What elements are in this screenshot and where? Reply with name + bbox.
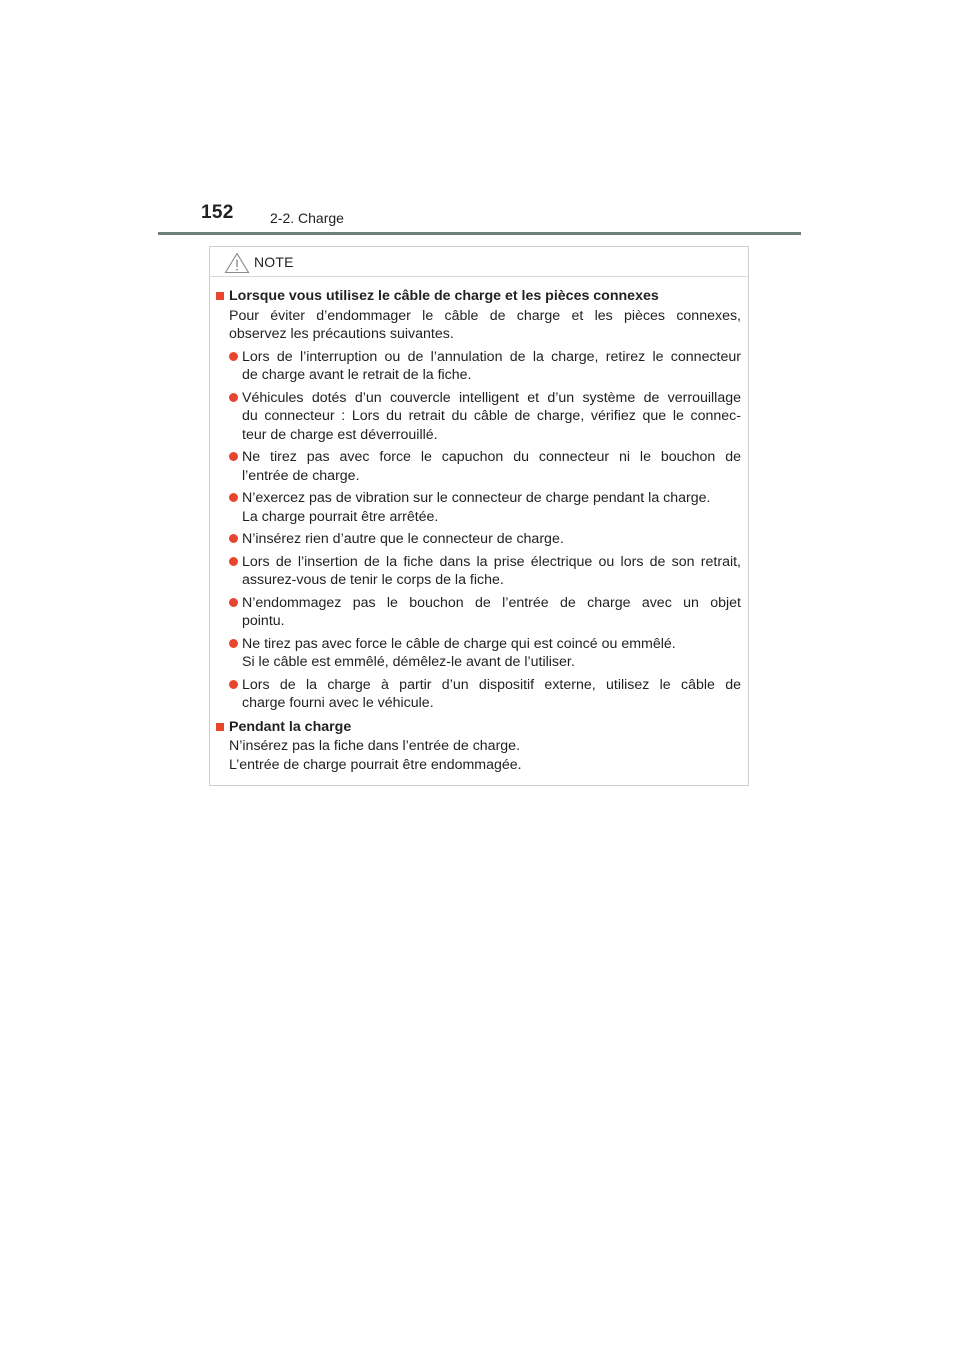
round-bullet-icon xyxy=(229,534,238,543)
page-header xyxy=(0,0,960,240)
text-line: Lors de l’interruption ou de l’annulation de la charge, retirez le connecteur xyxy=(242,348,741,365)
round-bullet-icon xyxy=(229,680,238,689)
text-line: de charge avant le retrait de la fiche. xyxy=(242,367,472,383)
text-line: N’insérez pas la fiche dans l’entrée de charge. xyxy=(229,738,521,754)
square-bullet-icon xyxy=(216,723,224,731)
round-bullet-icon xyxy=(229,639,238,648)
warning-triangle-icon xyxy=(224,252,250,274)
round-bullet-icon xyxy=(229,393,238,402)
text-line: N’exercez pas de vibration sur le connecteur de charge pendant la charge. xyxy=(242,490,711,506)
text-line: La charge pourrait être arrêtée. xyxy=(242,508,439,525)
list-item xyxy=(242,448,741,485)
list-item xyxy=(242,676,741,713)
section-heading xyxy=(210,718,748,737)
list-item xyxy=(242,489,741,526)
note-box xyxy=(209,246,749,786)
round-bullet-icon xyxy=(229,452,238,461)
text-line: Véhicules dotés d’un couvercle intelligent et d’un système de verrouillage xyxy=(242,389,741,406)
text-line: assurez-vous de tenir le corps de la fiche. xyxy=(242,572,504,588)
list-item xyxy=(242,553,741,590)
section-heading xyxy=(210,287,748,306)
round-bullet-icon xyxy=(229,557,238,566)
header-rule xyxy=(158,232,801,235)
text-line: pointu. xyxy=(242,613,285,629)
square-bullet-icon xyxy=(216,292,224,300)
text-line: Ne tirez pas avec force le câble de charge qui est coincé ou emmêlé. xyxy=(242,635,676,652)
text-line: du connecteur : Lors du retrait du câble de charge, vérifiez que le connec- xyxy=(242,408,741,424)
text-line: L’entrée de charge pourrait être endommagée. xyxy=(229,756,522,773)
list-item xyxy=(242,530,741,549)
section-intro xyxy=(229,307,741,344)
text-line: observez les précautions suivantes. xyxy=(229,326,454,342)
heading-text: Pendant la charge xyxy=(229,718,352,735)
text-line: charge fourni avec le véhicule. xyxy=(242,695,434,711)
note-header xyxy=(210,247,748,277)
list-item xyxy=(242,389,741,445)
round-bullet-icon xyxy=(229,598,238,607)
page-number: 152 xyxy=(201,202,234,223)
list-item xyxy=(242,594,741,631)
text-line: Ne tirez pas avec force le capuchon du connecteur ni le bouchon de xyxy=(242,449,741,465)
list-item xyxy=(242,348,741,385)
round-bullet-icon xyxy=(229,493,238,502)
text-line: Pour éviter d’endommager le câble de charge et les pièces connexes, xyxy=(229,307,741,324)
text-line: Si le câble est emmêlé, démêlez-le avant de l’utiliser. xyxy=(242,654,575,670)
note-content xyxy=(210,287,748,774)
text-line: N’insérez rien d’autre que le connecteur de charge. xyxy=(242,531,564,547)
section-title: 2-2. Charge xyxy=(270,210,344,226)
text-line: Lors de la charge à partir d’un dispositif externe, utilisez le câble de xyxy=(242,676,741,693)
round-bullet-icon xyxy=(229,352,238,361)
text-line: N’endommagez pas le bouchon de l’entrée de charge avec un objet xyxy=(242,594,741,611)
text-line: teur de charge est déverrouillé. xyxy=(242,426,438,443)
text-line: l’entrée de charge. xyxy=(242,467,360,484)
note-label: NOTE xyxy=(254,254,294,270)
section-intro xyxy=(229,737,741,774)
text-line: Lors de l’insertion de la fiche dans la prise électrique ou lors de son retrait, xyxy=(242,553,741,570)
heading-text: Lorsque vous utilisez le câble de charge et les pièces connexes xyxy=(229,288,659,304)
list-item xyxy=(242,635,741,672)
